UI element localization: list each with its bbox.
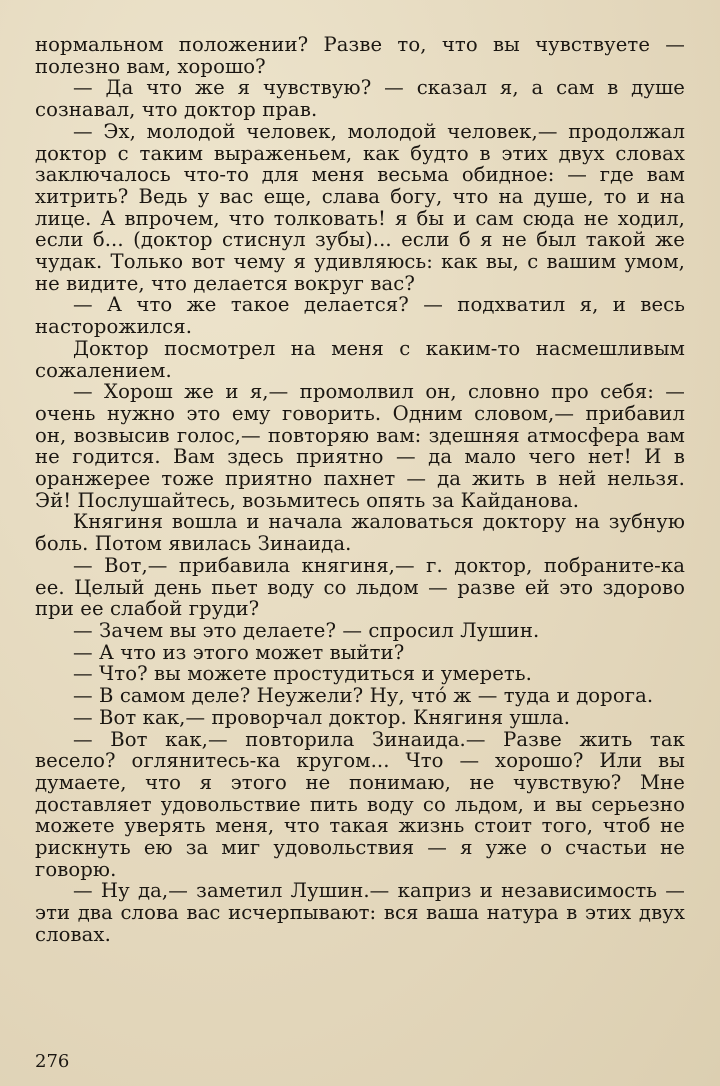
paragraph: — Хорош же и я,— промолвил он, словно про себя: — очень нужно это ему говорить. Одним словом,— прибавил он, возвысив голос,— повторяю вам: здешняя атмосфера вам не годится. Вам здесь приятно — да мало чего нет! И в оранжерее тоже приятно пахнет — да жить в ней нельзя. Эй! Послушайтесь, возьмитесь опять за Кайданова. [35,380,685,512]
paragraph: — Ну да,— заметил Лушин.— каприз и независимость — эти два слова вас исчерпывают: вся ваша натура в этих двух словах. [35,879,685,946]
paragraph: Доктор посмотрел на меня с каким-то насмешливым сожалением. [35,336,685,382]
paragraph: — Вот,— прибавила княгиня,— г. доктор, побраните-ка ее. Целый день пьет воду со льдом — разве ей это здорово при ее слабой груди? [35,553,685,621]
paragraph: Княгиня вошла и начала жаловаться доктору на зубную боль. Потом явилась Зинаида. [35,510,685,556]
paragraph: — Зачем вы это делаете? — спросил Лушин. [73,618,540,642]
paragraph: — Вот как,— повторила Зинаида.— Разве жить так весело? оглянитесь-ка кругом... Что — хорошо? Или вы думаете, что я этого не понимаю, не чувствую? Мне доставляет удовольствие пить воду со льдом, и вы серьезно можете уверять меня, что такая жизнь стоит того, чтоб не рискнуть ею за миг удовольствия — я уже о счастьи не говорю. [35,727,685,881]
book-page-text [35,34,685,946]
paragraph: — Да что же я чувствую? — сказал я, а сам в душе сознавал, что доктор прав. [35,76,685,122]
page-number: 276 [35,1051,70,1072]
paragraph: — Что? вы можете простудиться и умереть. [73,662,532,686]
paragraph: — Эх, молодой человек, молодой человек,— продолжал доктор с таким выраженьем, как будто в этих двух словах заключалось что-то для меня весьма обидное: — где вам хитрить? Ведь у вас еще, слава богу, что на душе, то и на лице. А впрочем, что толковать! я бы и сам сюда не ходил, если б... (доктор стиснул зубы)... если б я не был такой же чудак. Только вот чему я удивляюсь: как вы, с вашим умом, не видите, что делается вокруг вас? [35,119,685,295]
paragraph: — В самом деле? Неужели? Ну, что́ ж — туда и дорога. [73,684,654,708]
paragraph: — А что из этого может выйти? [73,640,405,664]
paragraph: нормальном положении? Разве то, что вы чувствуете — полезно вам, хорошо? [35,33,685,78]
paragraph: — А что же такое делается? — подхватил я, и весь насторожился. [35,293,685,339]
paragraph: — Вот как,— проворчал доктор. Княгиня ушла. [73,705,571,729]
